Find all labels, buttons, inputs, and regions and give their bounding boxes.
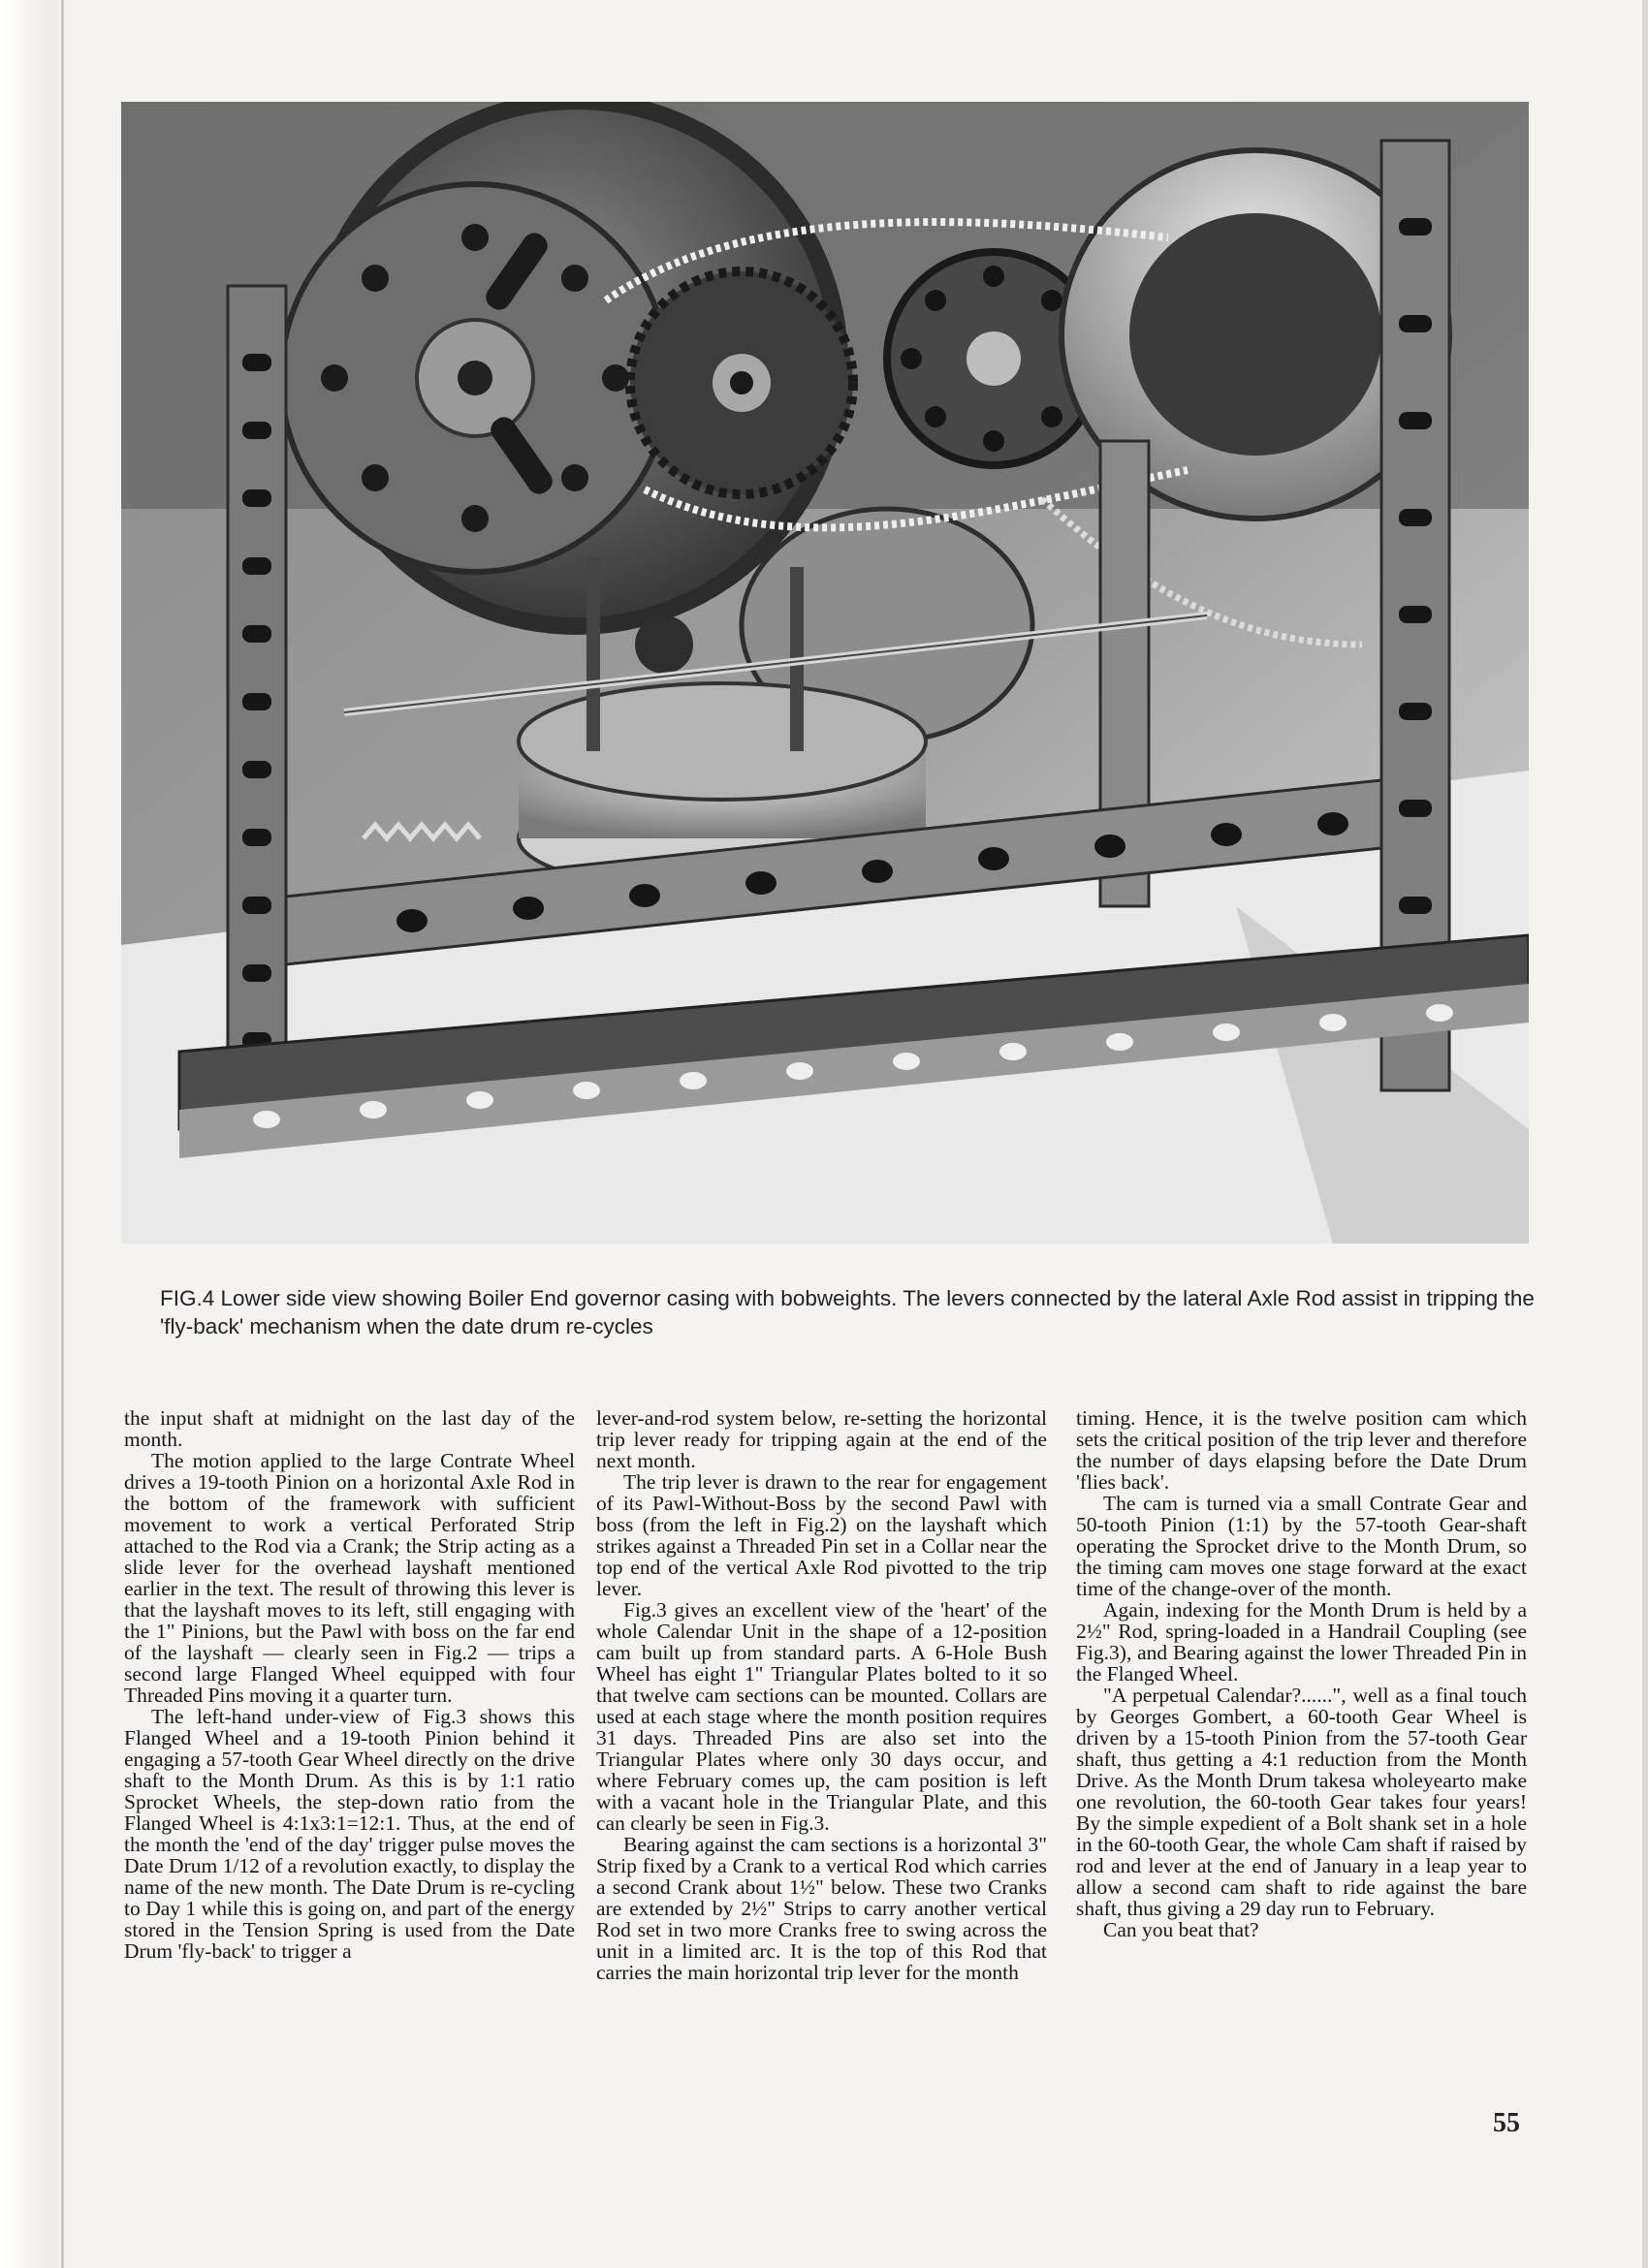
paragraph: Again, indexing for the Month Drum is held by a 2½" Rod, spring-loaded in a Handrail Coupling (see Fig.3), and Bearing against the lower Threaded Pin in the Flanged Wheel. <box>1076 1598 1527 1685</box>
mechanism-illustration <box>121 102 1529 1244</box>
page-number: 55 <box>1493 2108 1520 2138</box>
page-gutter <box>0 0 58 2268</box>
text-column-1 <box>124 1407 575 1962</box>
paragraph: Can you beat that? <box>1103 1918 1259 1941</box>
figure-photo <box>121 102 1529 1244</box>
paragraph: The left-hand under-view of Fig.3 shows this Flanged Wheel and a 19-tooth Pinion behind it engaging a 57-tooth Gear Wheel directly on the drive shaft to the Month Drum. As this is by 1:1 ratio Sprocket Wheels, the step-down ratio from the Flanged Wheel is 4:1x3:1=12:1. Thus, at the end of the month the 'end of the day' trigger pulse moves the Date Drum 1/12 of a revolution exactly, to display the name of the new month. The Date Drum is re-cycling to Day 1 while this is going on, and part of the energy stored in the Tension Spring is used from the Date Drum 'fly-back' to trigger a <box>124 1705 575 1963</box>
spine-line <box>61 0 64 2268</box>
paragraph: lever-and-rod system below, re-setting the horizontal trip lever ready for tripping again at the end of the next month. <box>596 1406 1047 1472</box>
paragraph: "A perpetual Calendar?......", well as a final touch by Georges Gombert, a 60-tooth Gear Wheel is driven by a 15-tooth Pinion from the 57-tooth Gear shaft, thus getting a 4:1 reduction from the Month Drive. As the Month Drum takesa wholeyearto make one revolution, the 60-tooth Gear takes four years! By the simple expedient of a Bolt shank set in a hole in the 60-tooth Gear, the whole Cam shaft if raised by rod and lever at the end of January in a leap year to allow a second cam shaft to ride against the bare shaft, thus giving a 29 day run to February. <box>1076 1684 1527 1920</box>
paragraph: the input shaft at midnight on the last day of the month. <box>124 1406 575 1451</box>
figure-caption: FIG.4 Lower side view showing Boiler End governor casing with bobweights. The levers connected by the lateral Axle Rod assist in tripping the 'fly-back' mechanism when the date drum re-cycles <box>160 1286 1535 1339</box>
text-column-2 <box>596 1407 1047 1983</box>
paragraph: timing. Hence, it is the twelve position cam which sets the critical position of the trip lever and therefore the number of days elapsing before the Date Drum 'flies back'. <box>1076 1406 1527 1494</box>
paragraph: The motion applied to the large Contrate Wheel drives a 19-tooth Pinion on a horizontal Axle Rod in the bottom of the framework with sufficient movement to work a vertical Perforated Strip attached to the Rod via a Crank; the Strip acting as a slide lever for the overhead layshaft mentioned earlier in the text. The result of throwing this lever is that the layshaft moves to its left, still engaging with the 1" Pinions, but the Pawl with boss on the far end of the layshaft — clearly seen in Fig.2 — trips a second large Flanged Wheel equipped with four Threaded Pins moving it a quarter turn. <box>124 1449 575 1707</box>
page-edge-right <box>1642 0 1648 2268</box>
text-column-3 <box>1076 1407 1527 1940</box>
paragraph: Fig.3 gives an excellent view of the 'heart' of the whole Calendar Unit in the shape of a 12-position cam built up from standard parts. A 6-Hole Bush Wheel has eight 1" Triangular Plates bolted to it so that twelve cam sections can be mounted. Collars are used at each stage where the month position requires 31 days. Threaded Pins are also set into the Triangular Plates where only 30 days occur, and where February comes up, the cam position is left with a vacant hole in the Triangular Plate, and this can clearly be seen in Fig.3. <box>596 1598 1047 1835</box>
paragraph: Bearing against the cam sections is a horizontal 3" Strip fixed by a Crank to a vertical Rod which carries a second Crank about 1½" below. These two Cranks are extended by 2½" Strips to carry another vertical Rod set in two more Cranks free to swing across the unit in a limited arc. It is the top of this Rod that carries the main horizontal trip lever for the month <box>596 1833 1047 1984</box>
paragraph: The trip lever is drawn to the rear for engagement of its Pawl-Without-Boss by the second Pawl with boss (from the left in Fig.2) on the layshaft which strikes against a Threaded Pin set in a Collar near the top end of the vertical Axle Rod pivotted to the trip lever. <box>596 1470 1047 1600</box>
paragraph: The cam is turned via a small Contrate Gear and 50-tooth Pinion (1:1) by the 57-tooth Gear-shaft operating the Sprocket drive to the Month Drum, so the timing cam moves one stage forward at the exact time of the change-over of the month. <box>1076 1492 1527 1600</box>
